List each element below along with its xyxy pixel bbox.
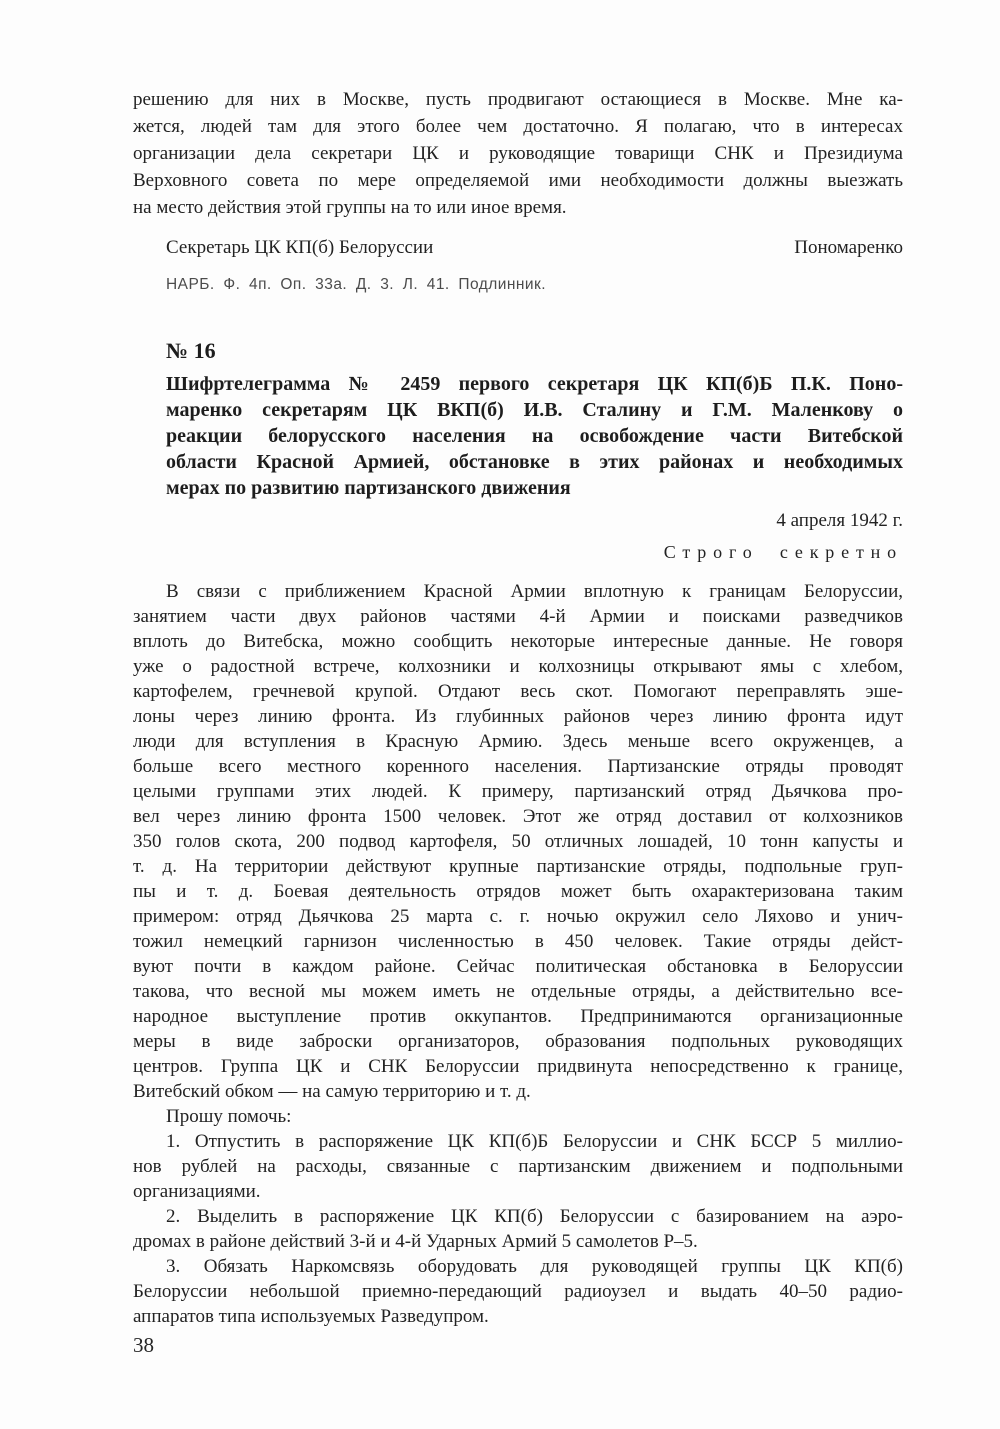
body-line: целыми группами этих людей. К примеру, партизанский отряд Дьячкова про- (133, 781, 903, 802)
body-line: Прошу помочь: (166, 1106, 292, 1127)
document-date: 4 апреля 1942 г. (776, 510, 903, 531)
continuation-line: Верховного совета по мере определяемой ими необходимости должны выезжать (133, 170, 903, 191)
body-paragraph (133, 579, 903, 1104)
body-line: 350 голов скота, 200 подвод картофеля, 50 отличных лошадей, 10 тонн капусты и (133, 831, 903, 852)
body-line: вел через линию фронта 1500 человек. Этот же отряд доставил от колхозников (133, 806, 903, 827)
continuation-line: жется, людей там для этого более чем достаточно. Я полагаю, что в интересах (133, 116, 903, 137)
body-line: 3. Обязать Наркомсвязь оборудовать для руководящей группы ЦК КП(б) (166, 1256, 903, 1277)
document-title-line: Шифртелеграмма № 2459 первого секретаря ЦК КП(б)Б П.К. Поно- (166, 373, 903, 395)
body-paragraph (133, 1129, 903, 1204)
body-paragraph (133, 1254, 903, 1329)
body-line: аппаратов типа используемых Разведупром. (133, 1306, 489, 1327)
body-line: организациями. (133, 1181, 261, 1202)
body-line: занятием части двух районов частями 4-й Армии и поисками разведчиков (133, 606, 903, 627)
continuation-paragraph (133, 86, 903, 221)
document-title (133, 371, 903, 501)
body-line: уже о радостной встрече, колхозники и колхозницы открывают ямы с хлебом, (133, 656, 903, 677)
body-line: примером: отряд Дьячкова 25 марта с. г. ночью окружил село Ляхово и унич- (133, 906, 903, 927)
document-number: № 16 (166, 338, 216, 363)
body-paragraph (133, 1104, 903, 1129)
body-line: Белоруссии небольшой приемно-передающий радиоузел и выдать 40–50 радио- (133, 1281, 903, 1302)
classification-stamp: Строго секретно (663, 542, 903, 562)
document-title-line: реакции белорусского населения на освобождение части Витебской (166, 425, 903, 447)
body-line: такова, что весной мы можем иметь не отдельные отряды, а действительно все- (133, 981, 903, 1002)
body-line: вплоть до Витебска, можно сообщить некоторые интересные данные. Не говоря (133, 631, 903, 652)
archive-citation: НАРБ. Ф. 4п. Оп. 33а. Д. 3. Л. 41. Подлинник. (166, 276, 547, 293)
page-number: 38 (133, 1333, 154, 1357)
document-body (133, 579, 903, 1329)
continuation-line: организации дела секретари ЦК и руководящие товарищи СНК и Президиума (133, 143, 903, 164)
text-block (133, 86, 903, 1329)
body-line: т. д. На территории действуют крупные партизанские отряды, подпольные груп- (133, 856, 903, 877)
body-line: лоны через линию фронта. Из глубинных районов через линию фронта идут (133, 706, 903, 727)
previous-document-end (133, 86, 903, 295)
document-title-line: мерах по развитию партизанского движения (166, 477, 571, 499)
body-paragraph (133, 1204, 903, 1254)
body-line: В связи с приближением Красной Армии вплотную к границам Белоруссии, (166, 581, 903, 602)
body-line: тожил немецкий гарнизон численностью в 450 человек. Такие отряды дейст- (133, 931, 903, 952)
signature-line (133, 234, 903, 261)
body-line: 2. Выделить в распоряжение ЦК КП(б) Белоруссии с базированием на аэро- (166, 1206, 903, 1227)
body-line: 1. Отпустить в распоряжение ЦК КП(б)Б Белоруссии и СНК БССР 5 миллио- (166, 1131, 903, 1152)
signature-role: Секретарь ЦК КП(б) Белоруссии (166, 237, 434, 258)
body-line: люди для вступления в Красную Армию. Здесь меньше всего окруженцев, а (133, 731, 903, 752)
body-line: меры в виде заброски организаторов, образования подпольных руководящих (133, 1031, 903, 1052)
signature-name: Пономаренко (794, 237, 903, 258)
body-line: картофелем, гречневой крупой. Отдают весь скот. Помогают переправлять эше- (133, 681, 903, 702)
body-line: пы и т. д. Боевая деятельность отрядов может быть охарактеризована таким (133, 881, 903, 902)
body-line: центров. Группа ЦК и СНК Белоруссии придвинута непосредственно к границе, (133, 1056, 903, 1077)
body-line: нов рублей на расходы, связанные с партизанским движением и подпольными (133, 1156, 903, 1177)
document-title-line: маренко секретарям ЦК ВКП(б) И.В. Сталину и Г.М. Маленкову о (166, 399, 903, 421)
body-line: народное выступление против оккупантов. Предпринимаются организационные (133, 1006, 903, 1027)
document-title-line: области Красной Армией, обстановке в этих районах и необходимых (166, 451, 903, 473)
continuation-line: решению для них в Москве, пусть продвигают остающиеся в Москве. Мне ка- (133, 89, 903, 110)
document-16 (133, 337, 903, 1329)
body-line: дромах в районе действий 3-й и 4-й Ударных Армий 5 самолетов Р–5. (133, 1231, 698, 1252)
body-line: Витебский обком — на самую территорию и т. д. (133, 1081, 531, 1102)
body-line: вуют почти в каждом районе. Сейчас политическая обстановка в Белоруссии (133, 956, 903, 977)
body-line: больше всего местного коренного населения. Партизанские отряды проводят (133, 756, 903, 777)
continuation-line: на место действия этой группы на то или иное время. (133, 197, 567, 218)
